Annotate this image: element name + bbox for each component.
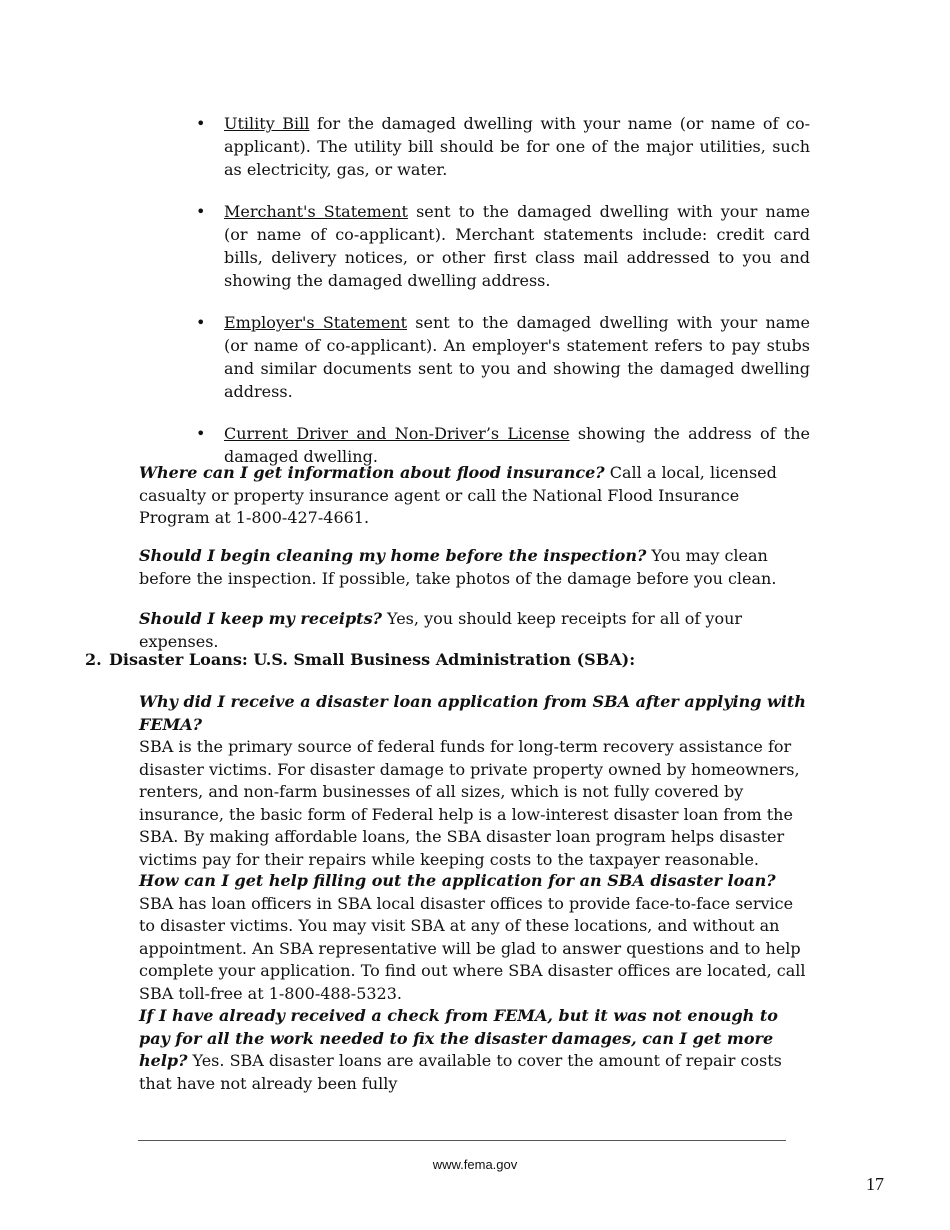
faq-answer: SBA is the primary source of federal funds for long-term recovery assistance for disaster victims. For disaster damage to private property owned by homeowners, renters, and non-farm businesses of all sizes, which is not fully covered by insurance, the basic form of Federal help is a low-interest disaster loan from the SBA. By making affordable loans, the SBA disaster loan program helps disaster victims pay for their repairs while keeping costs to the taxpayer reasonable. — [139, 737, 800, 869]
faq-sba-application — [139, 691, 809, 871]
faq-cleaning — [139, 545, 809, 590]
faq-answer: You may clean before the inspection. If possible, take photos of the damage before you clean. — [139, 546, 777, 588]
faq-answer: Yes, you should keep receipts for all of your expenses. — [139, 609, 743, 651]
faq-sba-help — [139, 870, 809, 1005]
bullet-dot: • — [196, 313, 206, 332]
bullet-merchant-statement — [196, 200, 810, 292]
page-number: 17 — [866, 1174, 884, 1194]
faq-flood-insurance — [139, 462, 809, 530]
bullet-utility-bill — [196, 112, 810, 181]
bullet-dot: • — [196, 202, 206, 221]
footer-divider — [138, 1140, 786, 1141]
faq-more-help — [139, 1005, 809, 1095]
bullet-term: Utility Bill — [224, 114, 310, 133]
faq-question: Should I keep my receipts? — [139, 609, 382, 628]
faq-answer: SBA has loan officers in SBA local disaster offices to provide face-to-face service to disaster victims. You may visit SBA at any of these locations, and without an appointment. An SBA representative will be glad to answer questions and to help complete your application. To find out where SBA disaster offices are located, call SBA toll-free at 1-800-488-5323. — [139, 893, 806, 1003]
eligibility-documents-list — [196, 112, 810, 487]
bullet-employer-statement — [196, 311, 810, 403]
bullet-text: sent to the damaged dwelling with your name (or name of co-applicant). An employer's statement refers to pay stubs and similar documents sent to you and showing the damaged dwelling address. — [224, 313, 810, 401]
bullet-dot: • — [196, 114, 206, 133]
bullet-text: sent to the damaged dwelling with your name (or name of co-applicant). Merchant statements include: credit card bills, delivery notices, or other first class mail addressed to you and showing the damaged dwelling address. — [224, 202, 810, 290]
footer-url: www.fema.gov — [432, 1157, 518, 1172]
faq-question: Why did I receive a disaster loan application from SBA after applying with FEMA? — [139, 692, 806, 734]
faq-answer: Call a local, licensed casualty or property insurance agent or call the National Flood Insurance Program at 1-800-427-4661. — [139, 463, 777, 527]
bullet-text: showing the address of the damaged dwelling. — [224, 424, 810, 466]
faq-question: Should I begin cleaning my home before the inspection? — [139, 546, 647, 565]
bullet-dot: • — [196, 424, 206, 443]
faq-question: How can I get help filling out the application for an SBA disaster loan? — [139, 871, 776, 890]
section-title: Disaster Loans: U.S. Small Business Administration (SBA): — [109, 650, 636, 669]
bullet-term: Merchant's Statement — [224, 202, 408, 221]
faq-question: If I have already received a check from FEMA, but it was not enough to pay for all the work needed to fix the disaster damages, can I get more help? — [139, 1006, 778, 1070]
bullet-term: Current Driver and Non-Driver’s License — [224, 424, 570, 443]
section-heading-disaster-loans — [85, 650, 635, 669]
faq-receipts — [139, 608, 809, 653]
faq-answer: Yes. SBA disaster loans are available to cover the amount of repair costs that have not already been fully — [139, 1051, 782, 1093]
faq-question: Where can I get information about flood insurance? — [139, 463, 605, 482]
bullet-term: Employer's Statement — [224, 313, 408, 332]
bullet-text: for the damaged dwelling with your name (or name of co-applicant). The utility bill should be for one of the major utilities, such as electricity, gas, or water. — [224, 114, 810, 179]
section-number: 2. — [85, 650, 102, 669]
